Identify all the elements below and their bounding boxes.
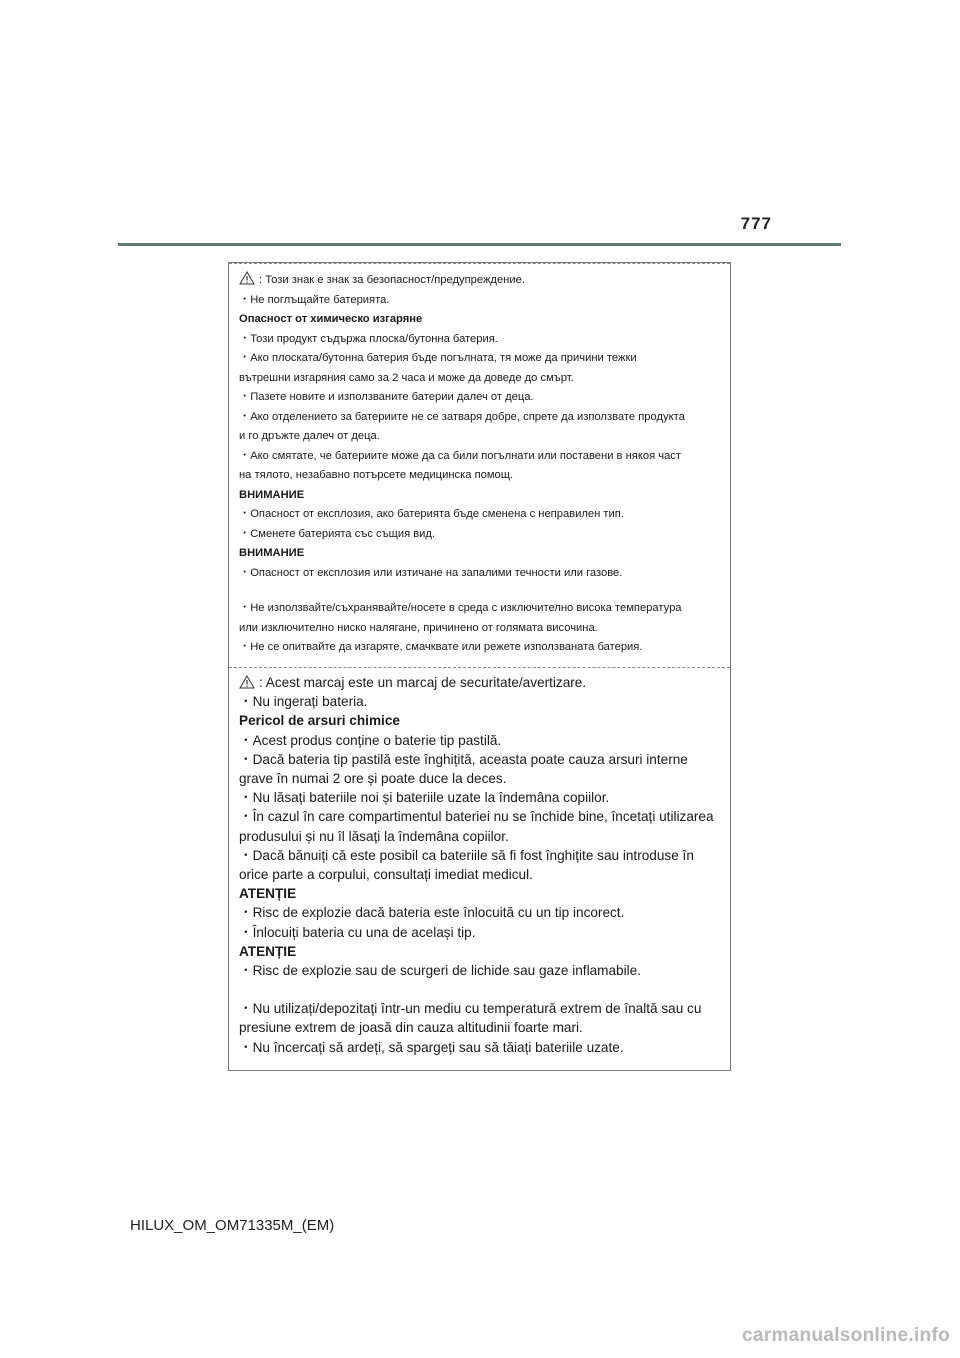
ro-heading-chemical-burn: Pericol de arsuri chimice: [239, 713, 400, 729]
ro-heading-caution: ATENȚIE: [239, 943, 297, 959]
ro-heading-caution: ATENȚIE: [239, 886, 297, 902]
ro-line: ・Risc de explozie dacă bateria este înlocuită cu un tip incorect.: [239, 905, 625, 921]
bg-safety-sign-line: [239, 271, 720, 291]
ro-line: ・Dacă bateria tip pastilă este înghițită, aceasta poate cauza arsuri interne: [239, 751, 688, 767]
header-rule: [118, 243, 841, 246]
bulgarian-section: [239, 271, 720, 658]
ro-line: ・În cazul în care compartimentul bateriei nu se închide bine, încetați utilizarea: [239, 809, 714, 825]
bg-safety-sign-text: : Този знак е знак за безопасност/предупреждение.: [259, 274, 525, 286]
bg-line: ・Ако плоската/бутонна батерия бъде погълната, тя може да причини тежки: [239, 352, 637, 364]
ro-line: orice parte a corpului, consultați imediat medicul.: [239, 867, 533, 883]
bg-heading-caution: ВНИМАНИЕ: [239, 488, 305, 501]
ro-line: grave în numai 2 ore și poate duce la deces.: [239, 771, 507, 787]
bg-line: ・Не поглъщайте батерията.: [239, 293, 390, 306]
watermark: carmanualsonline.info: [742, 1325, 950, 1346]
bg-line: на тялото, незабавно потърсете медицинска помощ.: [239, 469, 514, 481]
bg-line: ・Опасност от експлозия, ако батерията бъде сменена с неправилен тип.: [239, 508, 624, 520]
warning-triangle-icon: [239, 271, 255, 285]
ro-line: ・Dacă bănuiți că este posibil ca bateriile să fi fost înghițite sau introduse în: [239, 847, 694, 863]
bg-line: вътрешни изгаряния само за 2 часа и може да доведе до смърт.: [239, 371, 574, 384]
bg-line: ・Този продукт съдържа плоска/бутонна батерия.: [239, 332, 498, 345]
battery-safety-notice: [228, 262, 731, 1071]
page-number: 777: [740, 214, 772, 233]
bg-line: и го дръжте далеч от деца.: [239, 430, 380, 442]
bg-line: ・Ако отделението за батериите не се затваря добре, спрете да използвате продукта: [239, 410, 685, 423]
bg-line: ・Не използвайте/съхранявайте/носете в среда с изключително висока температура: [239, 602, 682, 614]
ro-line: produsului și nu îl lăsați la îndemâna copiilor.: [239, 828, 509, 844]
ro-line: ・Înlocuiți bateria cu una de același tip.: [239, 924, 476, 940]
bg-line: или изключително ниско налягане, причинено от голямата височина.: [239, 621, 598, 634]
ro-line: ・Nu utilizați/depozitați într-un mediu cu temperatură extrem de înaltă sau cu: [239, 1001, 702, 1017]
ro-line: ・Risc de explozie sau de scurgeri de lichide sau gaze inflamabile.: [239, 963, 641, 979]
ro-line: ・Acest produs conține o baterie tip pastilă.: [239, 732, 502, 748]
bg-line: ・Ако смятате, че батериите може да са били погълнати или поставени в някоя част: [239, 449, 682, 462]
ro-line: presiune extrem de joasă din cauza altitudinii foarte mari.: [239, 1020, 583, 1036]
bg-heading-caution: ВНИМАНИЕ: [239, 547, 305, 559]
bg-line: ・Не се опитвайте да изгаряте, смачквате или режете използваната батерия.: [239, 641, 643, 653]
warning-triangle-icon: [239, 675, 255, 689]
bg-line: ・Пазете новите и използваните батерии далеч от деца.: [239, 391, 534, 403]
ro-line: ・Nu ingerați bateria.: [239, 694, 368, 710]
ro-line: ・Nu încercați să ardeți, să spargeți sau să tăiați bateriile uzate.: [239, 1039, 624, 1055]
bg-line: ・Опасност от експлозия или изтичане на запалими течности или газове.: [239, 566, 623, 579]
bg-line: ・Сменете батерията със същия вид.: [239, 527, 436, 540]
ro-safety-sign-text: : Acest marcaj este un marcaj de securitate/avertizare.: [259, 675, 587, 690]
romanian-section: [239, 673, 720, 1057]
ro-line: ・Nu lăsați bateriile noi și bateriile uzate la îndemâna copiilor.: [239, 790, 610, 806]
manual-code-footer: HILUX_OM_OM71335M_(EM): [130, 1217, 335, 1234]
bg-heading-chemical-burn: Опасност от химическо изгаряне: [239, 313, 423, 325]
ro-safety-sign-line: [239, 673, 720, 692]
